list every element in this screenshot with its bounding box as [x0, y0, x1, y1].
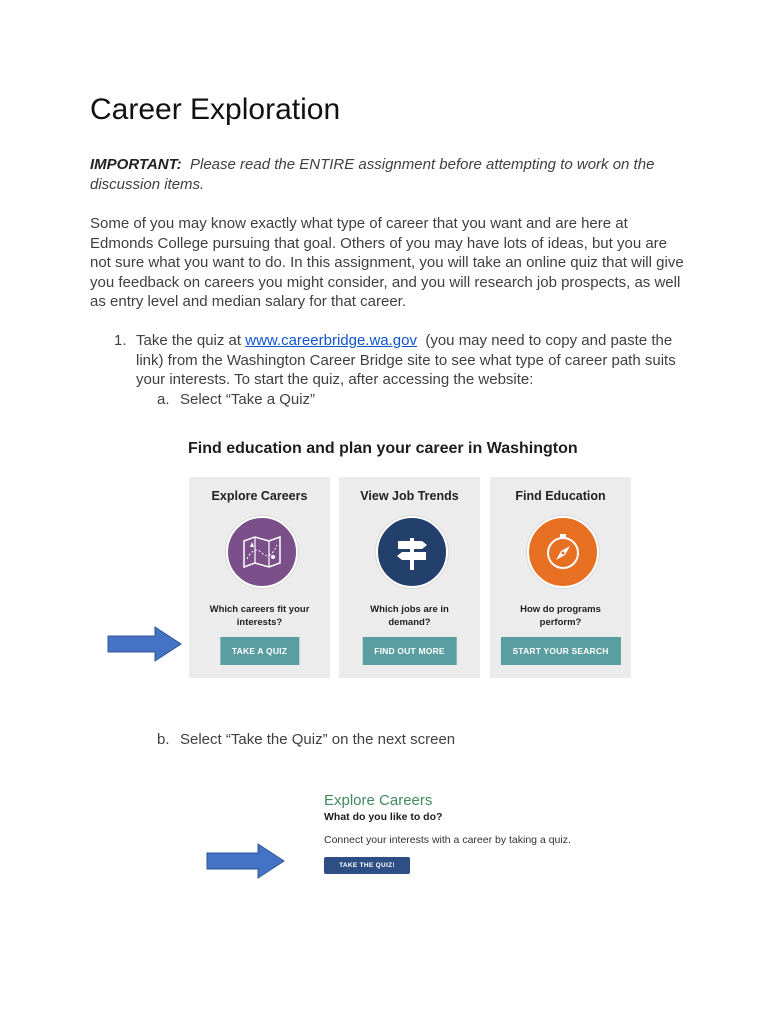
explore-careers-title: Explore Careers [324, 792, 433, 809]
take-a-quiz-button[interactable]: TAKE A QUIZ [220, 637, 299, 665]
important-note [90, 155, 690, 194]
step-b-letter: b. [157, 731, 170, 748]
step-a-text: Select “Take a Quiz” [180, 391, 316, 408]
step-1-text-after: (you may need to copy and paste the link) from the Washington Career Bridge site to see what type of career path suits your interests. To start the quiz, after accessing the website: [136, 332, 676, 388]
important-text: Please read the ENTIRE assignment before attempting to work on the discussion items. [90, 156, 655, 193]
view-job-trends-card [339, 477, 480, 678]
step-1-number: 1. [114, 332, 127, 349]
start-your-search-button[interactable]: START YOUR SEARCH [500, 637, 620, 665]
card-title: View Job Trends [360, 489, 459, 503]
card-question: Which jobs are in demand? [370, 604, 449, 628]
card-icon-circle [527, 516, 599, 588]
card-title: Find Education [515, 489, 606, 503]
important-label: IMPORTANT: [90, 156, 182, 173]
explore-careers-card [189, 477, 330, 678]
take-the-quiz-button[interactable]: TAKE THE QUIZ! [324, 857, 410, 874]
card-icon-circle [226, 516, 298, 588]
page-title: Career Exploration [90, 93, 341, 126]
find-out-more-button[interactable]: FIND OUT MORE [362, 637, 457, 665]
signpost-icon [392, 532, 432, 572]
card-question: How do programs perform? [520, 604, 601, 628]
card-icon-circle [376, 516, 448, 588]
pointer-arrow-icon [107, 625, 183, 663]
find-education-card [490, 477, 631, 678]
explore-careers-description: Connect your interests with a career by taking a quiz. [324, 834, 571, 846]
step-b-text: Select “Take the Quiz” on the next screen [180, 731, 456, 748]
pointer-arrow-icon [206, 842, 286, 880]
card-question: Which careers fit your interests? [209, 604, 310, 628]
explore-careers-subtitle: What do you like to do? [324, 811, 443, 823]
compass-icon [543, 532, 583, 572]
step-1-text [136, 331, 686, 390]
step-a-letter: a. [157, 391, 170, 408]
step-1-text-before: Take the quiz at [136, 332, 242, 349]
careerbridge-link[interactable]: www.careerbridge.wa.gov [245, 332, 417, 349]
card-title: Explore Careers [211, 489, 308, 503]
intro-paragraph: Some of you may know exactly what type of career that you want and are here at Edmonds College pursuing that goal. Others of you may have lots of ideas, but you are not sure what you want to do. In this assignment, you will take an online quiz that will give you feedback on careers you might consider, and you will research job prospects, as well as entry level and median salary for that career. [90, 215, 684, 310]
map-icon [242, 535, 282, 569]
careerbridge-heading: Find education and plan your career in Washington [188, 440, 578, 457]
